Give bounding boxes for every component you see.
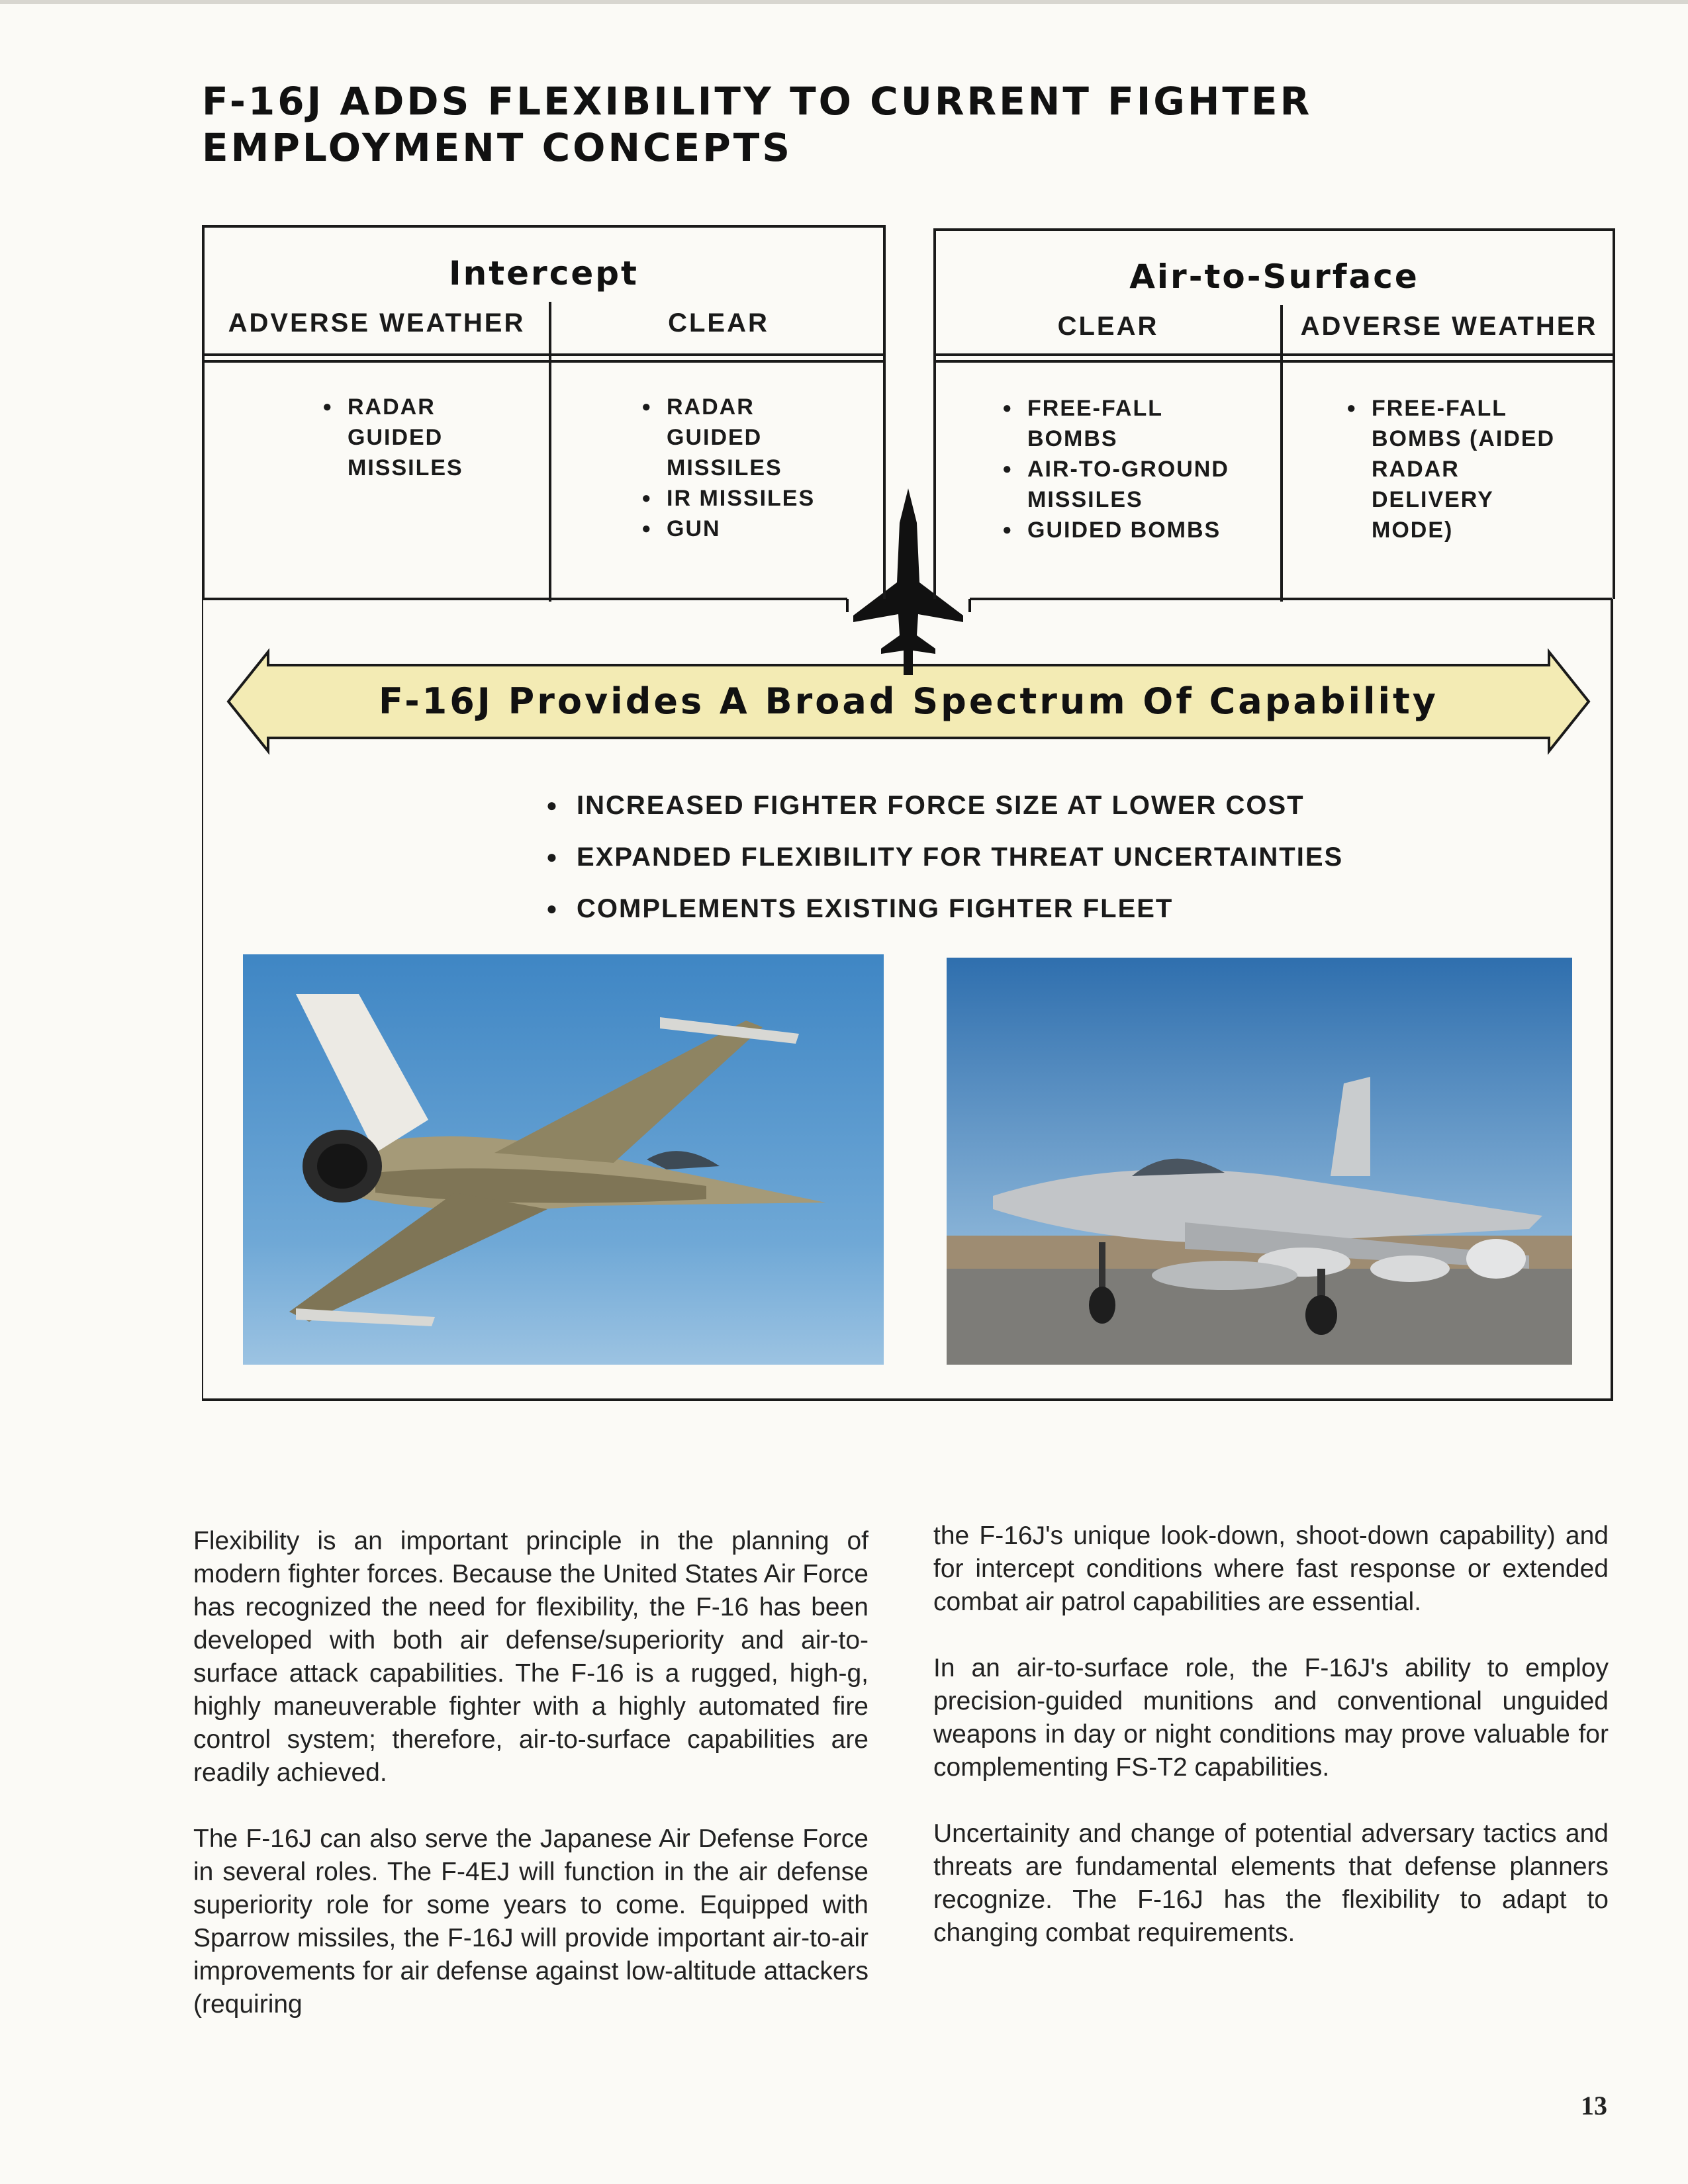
- ats-clear-list: [1002, 393, 1254, 545]
- page-number: 13: [1581, 2091, 1607, 2120]
- ats-header-rule: [936, 353, 1613, 356]
- intercept-panel: [202, 225, 886, 599]
- intercept-col-adverse-weather: ADVERSE WEATHER: [228, 308, 526, 338]
- list-item: ● GUIDED BOMBS: [1002, 515, 1254, 545]
- intercept-col-clear: CLEAR: [668, 308, 769, 338]
- intercept-title: Intercept: [449, 254, 639, 293]
- intercept-header-rule: [205, 353, 883, 356]
- intercept-clear-list: [641, 392, 853, 544]
- intercept-header-rule-2: [205, 360, 883, 363]
- paragraph: The F-16J can also serve the Japanese Air Defense Force in several roles. The F-4EJ will function in the air defense superiority role for some years to come. Equipped with Sparrow missiles, the F-16J will provide important air-to-air improvements for air defense against low-altitude attackers (requiring: [193, 1825, 868, 2019]
- top-edge-rule: [0, 0, 1688, 4]
- list-item: ● FREE-FALL BOMBS: [1002, 393, 1254, 454]
- body-text-right-column: [933, 1520, 1609, 1983]
- body-text-left-column: [193, 1525, 868, 2054]
- paragraph: In an air-to-surface role, the F-16J's ability to employ precision-guided munitions and conventional unguided weapons in day or night conditions may prove valuable for complementing FS-T2 capabilities.: [933, 1654, 1609, 1782]
- air-to-surface-title: Air-to-Surface: [1129, 257, 1419, 296]
- ats-header-rule-2: [936, 360, 1613, 363]
- list-item: ● INCREASED FIGHTER FORCE SIZE AT LOWER COST: [546, 780, 1343, 831]
- list-item: ● EXPANDED FLEXIBILITY FOR THREAT UNCERTAINTIES: [546, 831, 1343, 883]
- capability-diagram: [202, 225, 1615, 1403]
- photo-f16-in-flight: [243, 954, 884, 1365]
- f16-on-ground-image: [947, 958, 1572, 1365]
- ats-col-adverse-weather: ADVERSE WEATHER: [1300, 312, 1598, 341]
- list-item: ● RADAR GUIDED MISSILES: [322, 392, 521, 483]
- page-headline: [202, 78, 1526, 171]
- paragraph: the F-16J's unique look-down, shoot-down capability) and for intercept conditions where fast response or extended combat air patrol capabilities are essential.: [933, 1522, 1609, 1616]
- headline-line-2: EMPLOYMENT CONCEPTS: [202, 125, 793, 170]
- intercept-adverse-list: [322, 392, 521, 483]
- list-item: ● RADAR GUIDED MISSILES: [641, 392, 853, 483]
- benefits-list: [546, 780, 1343, 934]
- air-to-surface-panel: [933, 228, 1615, 599]
- list-item: ● FREE-FALL BOMBS (AIDED RADAR DELIVERY MODE): [1346, 393, 1558, 545]
- headline-line-1: F-16J ADDS FLEXIBILITY TO CURRENT FIGHTER: [202, 79, 1313, 124]
- list-item: ● IR MISSILES: [641, 483, 853, 514]
- list-item: ● AIR-TO-GROUND MISSILES: [1002, 454, 1254, 515]
- list-item: ● GUN: [641, 514, 853, 544]
- f16-in-flight-image: [243, 954, 884, 1365]
- photo-f16-on-ground: [947, 958, 1572, 1365]
- paragraph: Uncertainity and change of potential adversary tactics and threats are fundamental elements that defense planners recognize. The F-16J has the flexibility to adapt to changing combat requirements.: [933, 1819, 1609, 1947]
- list-item: ● COMPLEMENTS EXISTING FIGHTER FLEET: [546, 883, 1343, 934]
- paragraph: Flexibility is an important principle in the planning of modern fighter forces. Because the United States Air Force has recognized the need for flexibility, the F-16 has been developed with both air defense/superiority and air-to-surface attack capabilities. The F-16 is a rugged, high-g, highly maneuverable fighter with a highly automated fire control system; therefore, air-to-surface capabilities are readily achieved.: [193, 1527, 868, 1787]
- ats-adverse-list: [1346, 393, 1558, 545]
- capability-banner-text: F-16J Provides A Broad Spectrum Of Capability: [379, 680, 1438, 722]
- intercept-col-divider: [549, 302, 551, 602]
- ats-col-clear: CLEAR: [1057, 312, 1159, 341]
- ats-col-divider: [1280, 305, 1283, 602]
